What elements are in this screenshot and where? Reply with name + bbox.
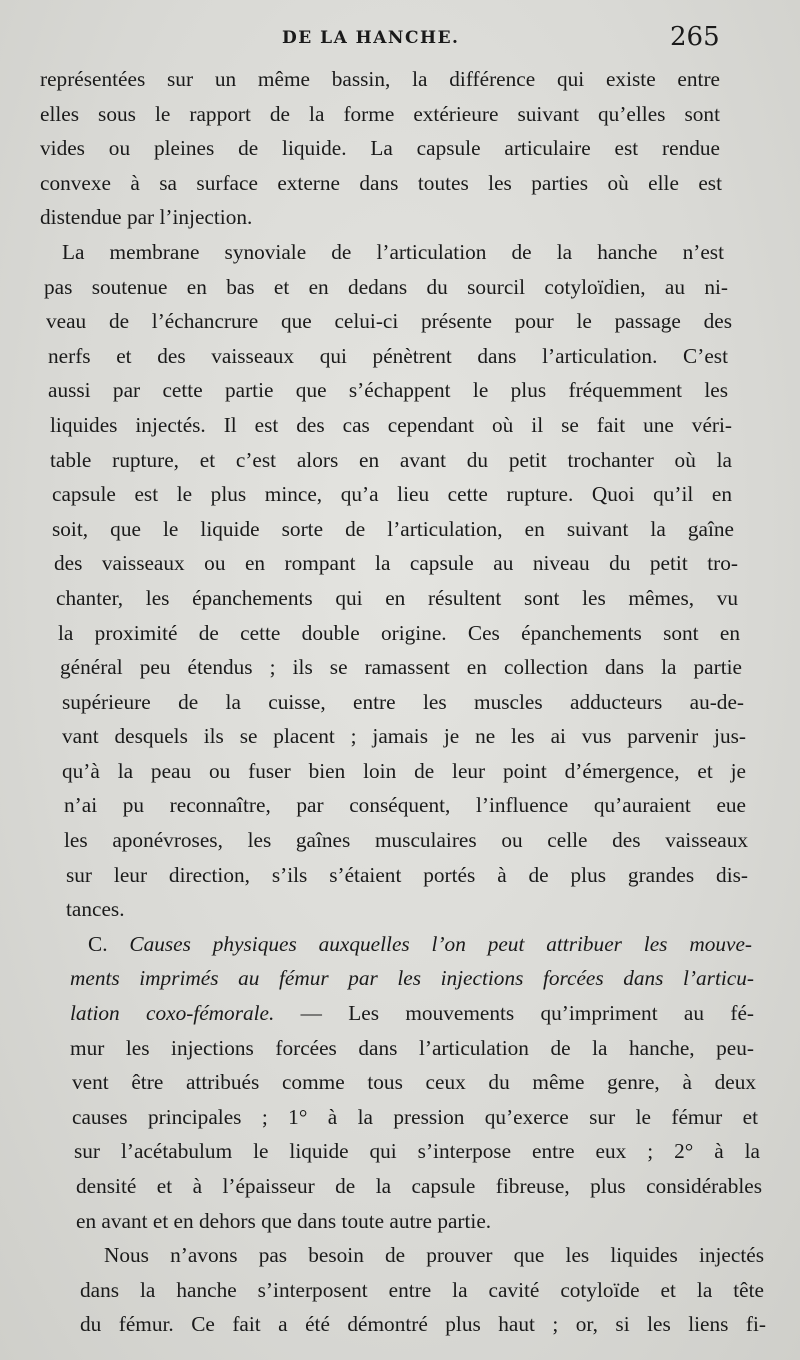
text-line: en avant et en dehors que dans toute autre partie. xyxy=(76,1208,492,1233)
text-line: La membrane synoviale de l’articulation de la hanche n’est xyxy=(62,239,724,264)
text-line: qu’à la peau ou fuser bien loin de leur point d’émergence, et je xyxy=(62,758,746,783)
text-line: causes principales ; 1° à la pression qu’exerce sur le fémur et xyxy=(72,1104,758,1129)
text-run: — Les mouvements qu’impriment au fé- xyxy=(274,1001,754,1026)
running-head xyxy=(0,22,800,54)
text-line: liquides injectés. Il est des cas cependant où il se fait une véri- xyxy=(50,412,732,437)
section-heading-line xyxy=(88,927,752,962)
body-text xyxy=(38,62,764,1342)
section-letter: C. xyxy=(88,931,130,956)
text-line: vides ou pleines de liquide. La capsule articulaire est rendue xyxy=(40,136,720,161)
text-line: distendue par l’injection. xyxy=(40,205,253,230)
text-line: aussi par cette partie que s’échappent le plus fréquemment les xyxy=(48,378,728,403)
text-line: nerfs et des vaisseaux qui pénètrent dans l’articulation. C’est xyxy=(48,343,728,368)
text-line: dans la hanche s’interposent entre la cavité cotyloïde et la tête xyxy=(80,1277,764,1302)
text-line: mur les injections forcées dans l’articulation de la hanche, peu- xyxy=(70,1035,754,1060)
text-line: tances. xyxy=(66,897,125,922)
section-title-line: ments imprimés au fémur par les injections forcées dans l’articu- xyxy=(70,966,754,991)
text-line: représentées sur un même bassin, la différence qui existe entre xyxy=(40,67,720,91)
section-title-line xyxy=(70,996,754,1031)
text-line: soit, que le liquide sorte de l’articulation, en suivant la gaîne xyxy=(52,516,734,541)
text-line: vent être attribués comme tous ceux du même genre, à deux xyxy=(72,1070,756,1095)
text-line: la proximité de cette double origine. Ces épanchements sont en xyxy=(58,620,740,645)
section-title-text: Causes physiques auxquelles l’on peut attribuer les mouve- xyxy=(129,931,752,956)
text-line: pas soutenue en bas et en dedans du sourcil cotyloïdien, au ni- xyxy=(44,274,728,299)
text-line: veau de l’échancrure que celui-ci présente pour le passage des xyxy=(46,309,732,334)
text-line: vant desquels ils se placent ; jamais je ne les ai vus parvenir jus- xyxy=(62,724,746,749)
running-title: DE LA HANCHE. xyxy=(282,28,460,48)
text-line: convexe à sa surface externe dans toutes les parties où elle est xyxy=(40,170,722,195)
text-line: sur l’acétabulum le liquide qui s’interpose entre eux ; 2° à la xyxy=(74,1139,760,1164)
text-line: chanter, les épanchements qui en résultent sont les mêmes, vu xyxy=(56,585,738,610)
text-line: elles sous le rapport de la forme extérieure suivant qu’elles sont xyxy=(40,101,720,126)
text-line: n’ai pu reconnaître, par conséquent, l’influence qu’auraient eue xyxy=(64,793,746,818)
section-title-text: lation coxo-fémorale. xyxy=(70,1001,275,1026)
text-line: supérieure de la cuisse, entre les muscles adducteurs au-de- xyxy=(62,689,744,714)
text-line: Nous n’avons pas besoin de prouver que les liquides injectés xyxy=(104,1243,764,1268)
page-number: 265 xyxy=(670,22,720,52)
text-line: les aponévroses, les gaînes musculaires ou celle des vaisseaux xyxy=(64,828,748,853)
text-line: table rupture, et c’est alors en avant du petit trochanter où la xyxy=(50,447,732,472)
text-line: général peu étendus ; ils se ramassent en collection dans la partie xyxy=(60,655,742,680)
text-line: du fémur. Ce fait a été démontré plus haut ; or, si les liens fi- xyxy=(80,1312,766,1337)
text-line: des vaisseaux ou en rompant la capsule au niveau du petit tro- xyxy=(54,551,738,576)
text-line: densité et à l’épaisseur de la capsule fibreuse, plus considérables xyxy=(76,1174,762,1198)
text-line: sur leur direction, s’ils s’étaient portés à de plus grandes dis- xyxy=(66,862,748,887)
text-line: capsule est le plus mince, qu’a lieu cette rupture. Quoi qu’il en xyxy=(52,482,732,507)
